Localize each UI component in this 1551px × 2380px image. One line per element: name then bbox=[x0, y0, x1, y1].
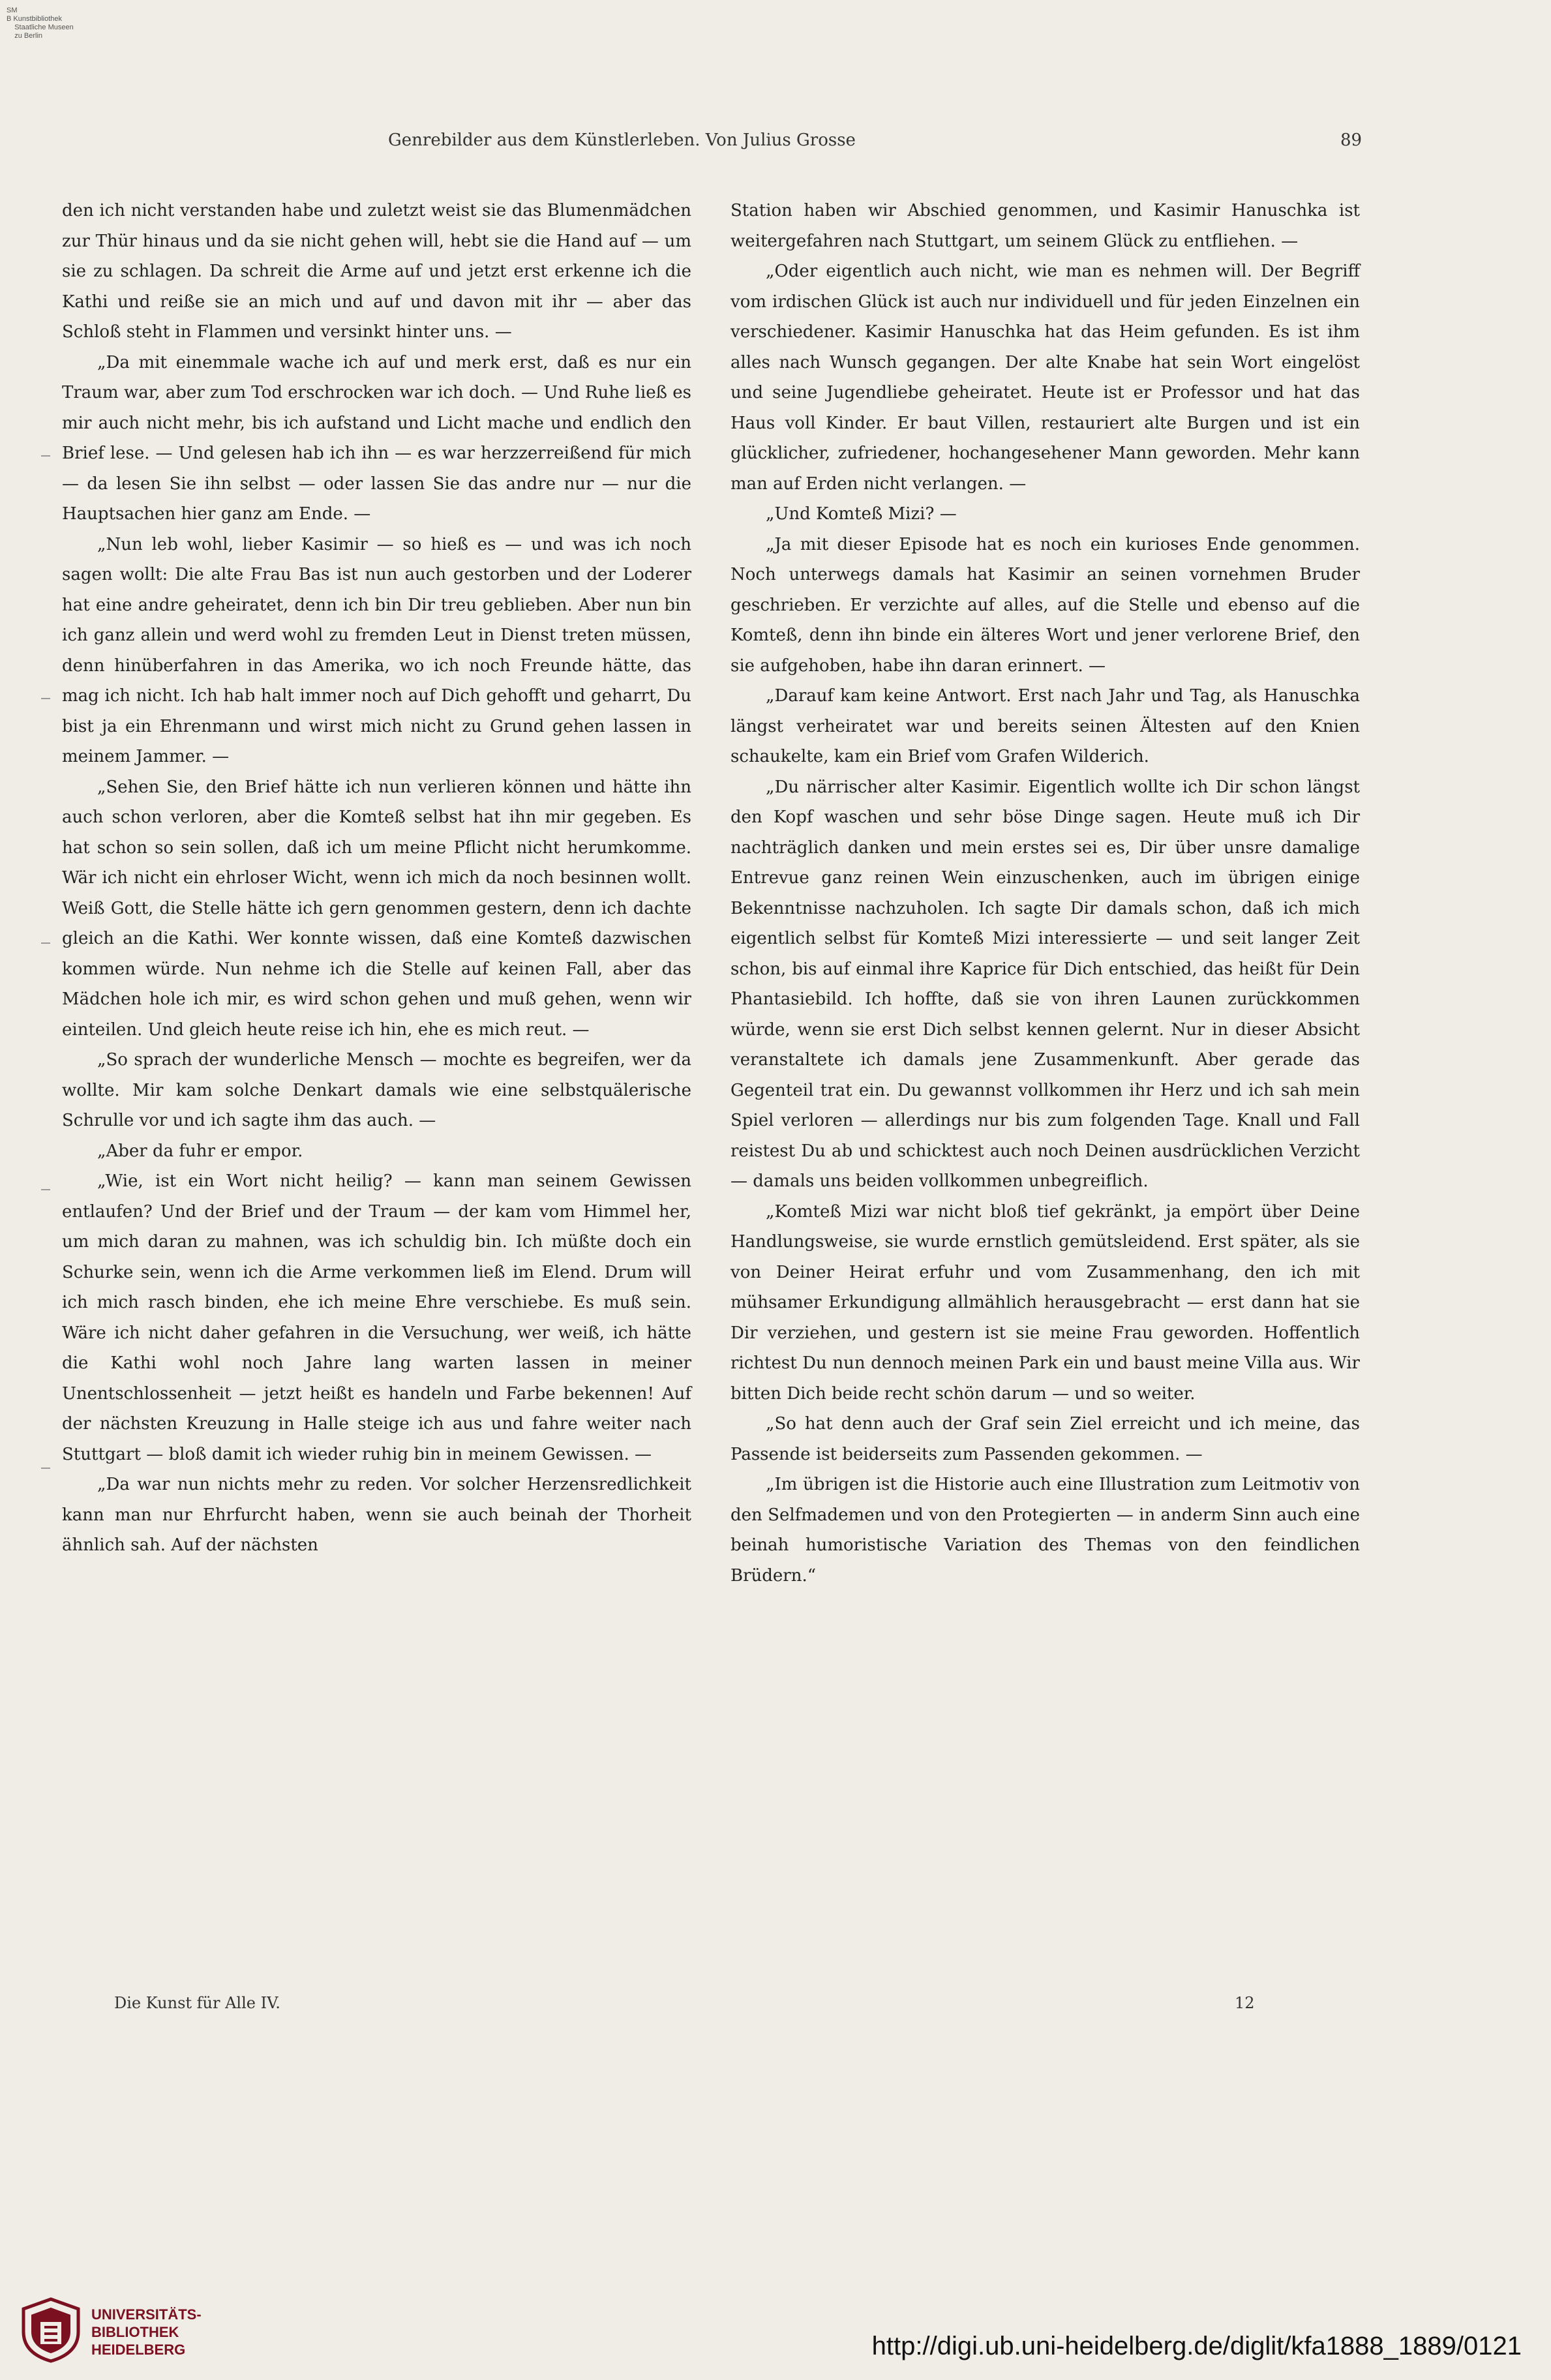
paragraph: „Im übrigen ist die Historie auch eine Illustration zum Leitmotiv von den Selfmademen und von den Protegierten — in anderm Sinn auch eine beinah humoristische Variation des Themas von den feindlichen Brüdern.“ bbox=[730, 1475, 1360, 1586]
paragraph: „Und Komteß Mizi? — bbox=[766, 504, 957, 524]
paragraph: „Komteß Mizi war nicht bloß tief gekränkt, ja empört über Deine Handlungsweise, sie wurde ernstlich gemütsleidend. Erst später, als sie von Deiner Heirat erfuhr und vom Zusammenhang, den ich mit mühsamer Erkundigung allmählich herausgebracht — erst dann hat sie Dir verziehen, und gestern ist sie meine Frau geworden. Hoffentlich richtest Du nun dennoch meinen Park ein und baust meine Villa aus. Wir bitten Dich beide recht schön darum — und so weiter. bbox=[730, 1201, 1360, 1404]
library-name: UNIVERSITÄTS- BIBLIOTHEK HEIDELBERG bbox=[91, 2306, 202, 2358]
paragraph: „Da war nun nichts mehr zu reden. Vor solcher Herzensredlichkeit kann man nur Ehrfurcht haben, wenn sie auch beinah der Thorheit ähnlich sah. Auf der nächsten bbox=[62, 1475, 691, 1555]
paragraph: Station haben wir Abschied genommen, und Kasimir Hanuschka ist weitergefahren nach Stuttgart, um seinem Glück zu entfliehen. — bbox=[730, 201, 1360, 251]
paragraph: „So sprach der wunderliche Mensch — mochte es begreifen, wer da wollte. Mir kam solche Denkart damals wie eine selbstquälerische Schrulle vor und ich sagte ihm das auch. — bbox=[62, 1050, 691, 1130]
signature-mark: Die Kunst für Alle IV. bbox=[114, 1994, 280, 2012]
article-title: Genrebilder aus dem Künstlerleben. Von Julius Grosse bbox=[388, 130, 856, 150]
margin-tick bbox=[41, 698, 50, 699]
sheet-number: 12 bbox=[1235, 1994, 1255, 2012]
left-column bbox=[62, 196, 691, 1561]
margin-tick bbox=[41, 1468, 50, 1469]
paragraph: „So hat denn auch der Graf sein Ziel erreicht und ich meine, das Passende ist beiderseits zum Passenden gekommen. — bbox=[730, 1414, 1360, 1464]
paragraph: „Oder eigentlich auch nicht, wie man es nehmen will. Der Begriff vom irdischen Glück ist auch nur individuell und für jeden Einzelnen ein verschiedener. Kasimir Hanuschka hat das Heim gefunden. Es ist ihm alles nach Wunsch gegangen. Der alte Knabe hat sein Wort eingelöst und seine Jugendliebe geheiratet. Heute ist er Professor und hat das Haus voll Kinder. Er baut Villen, restauriert alte Burgen und ist ein glücklicher, zufriedener, hochangesehener Mann geworden. Mehr kann man auf Erden nicht verlangen. — bbox=[730, 262, 1360, 494]
paragraph: „Du närrischer alter Kasimir. Eigentlich wollte ich Dir schon längst den Kopf waschen und sehr böse Dinge sagen. Heute muß ich Dir nachträglich danken und mein erstes sei es, Dir über unsre damalige Entrevue ganz reinen Wein einzuschenken, auch im übrigen einige Bekenntnisse nachzuholen. Ich sagte Dir damals schon, daß ich mich eigentlich selbst für Komteß Mizi interessierte — und seit langer Zeit schon, bis auf einmal ihre Kaprice für Dich entschied, das heißt für Dein Phantasiebild. Ich hoffte, daß sie von ihren Launen zurückkommen würde, wenn sie erst Dich selbst kennen gelernt. Nur in dieser Absicht veranstaltete ich damals jene Zusammenkunft. Aber gerade das Gegenteil trat ein. Du gewannst vollkommen ihr Herz und ich sah mein Spiel verloren — allerdings nur bis zum folgenden Tage. Knall und Fall reistest Du ab und schicktest auch noch Deinen ausdrücklichen Verzicht — damals uns beiden vollkommen unbegreiflich. bbox=[730, 777, 1360, 1191]
paragraph: „Ja mit dieser Episode hat es noch ein kurioses Ende genommen. Noch unterwegs damals hat Kasimir an seinen vornehmen Bruder geschrieben. Er verzichte auf alles, auf die Stelle und ebenso auf die Komteß, denn ihn binde ein älteres Wort und jener verlorene Brief, den sie aufgehoben, habe ihn daran erinnert. — bbox=[730, 534, 1360, 676]
university-seal-icon bbox=[18, 2296, 83, 2364]
page-number: 89 bbox=[1340, 130, 1363, 150]
paragraph: „Da mit einemmale wache ich auf und merk erst, daß es nur ein Traum war, aber zum Tod erschrocken war ich doch. — Und Ruhe ließ es mir auch nicht mehr, bis ich aufstand und Licht mache und endlich den Brief lese. — Und gelesen hab ich ihn — es war herzzerreißend für mich — da lesen Sie ihn selbst — oder lassen Sie das andre nur — nur die Hauptsachen hier ganz am Ende. — bbox=[62, 352, 691, 524]
paragraph: „Nun leb wohl, lieber Kasimir — so hieß es — und was ich noch sagen wollt: Die alte Frau Bas ist nun auch gestorben und der Loderer hat eine andre geheiratet, denn ich bin Dir treu geblieben. Aber nun bin ich ganz allein und werd wohl zu fremden Leut in Dienst treten müssen, denn hinüberfahren in das Amerika, wo ich noch Freunde hätte, das mag ich nicht. Ich hab halt immer noch auf Dich gehofft und geharrt, Du bist ja ein Ehrenmann und wirst mich nicht zu Grund gehen lassen in meinem Jammer. — bbox=[62, 534, 691, 766]
right-column bbox=[730, 196, 1360, 1591]
paragraph: „Aber da fuhr er empor. bbox=[97, 1141, 303, 1161]
margin-tick bbox=[41, 455, 50, 457]
paragraph: den ich nicht verstanden habe und zuletzt weist sie das Blumenmädchen zur Thür hinaus und da sie nicht gehen will, hebt sie die Hand auf — um sie zu schlagen. Da schreit die Arme auf und jetzt erst erkenne ich die Kathi und reiße sie an mich und auf und davon mit ihr — aber das Schloß steht in Flammen und versinkt hinter uns. — bbox=[62, 201, 691, 342]
museum-stamp: SM B Kunstbibliothek Staatliche Museen zu Berlin bbox=[7, 7, 74, 40]
margin-tick bbox=[41, 1189, 50, 1190]
source-url-link[interactable]: http://digi.ub.uni-heidelberg.de/diglit/kfa1888_1889/0121 bbox=[871, 2332, 1522, 2360]
margin-tick bbox=[41, 942, 50, 944]
paragraph: „Wie, ist ein Wort nicht heilig? — kann man seinem Gewissen entlaufen? Und der Brief und der Traum — der kam vom Himmel her, um mich daran zu mahnen, was ich schuldig bin. Ich müßte doch ein Schurke sein, wenn ich die Arme verkommen ließ im Elend. Drum will ich mich rasch binden, ehe ich meine Ehre verschiebe. Es muß sein. Wäre ich nicht daher gefahren in die Versuchung, wer weiß, ich hätte die Kathi wohl noch Jahre lang warten lassen in meiner Unentschlossenheit — jetzt heißt es handeln und Farbe bekennen! Auf der nächsten Kreuzung in Halle steige ich aus und fahre weiter nach Stuttgart — bloß damit ich wieder ruhig bin in meinem Gewissen. — bbox=[62, 1171, 691, 1464]
paragraph: „Sehen Sie, den Brief hätte ich nun verlieren können und hätte ihn auch schon verloren, aber die Komteß selbst hat ihn mir gegeben. Es hat schon so sein sollen, daß ich um meine Pflicht nicht herumkomme. Wär ich nicht ein ehrloser Wicht, wenn ich mich da noch besinnen wollt. Weiß Gott, die Stelle hätte ich gern genommen gestern, denn ich dachte gleich an die Kathi. Wer konnte wissen, daß eine Komteß dazwischen kommen würde. Nun nehme ich die Stelle auf keinen Fall, aber das Mädchen hole ich mir, es wird schon gehen und muß gehen, wenn wir einteilen. Und gleich heute reise ich hin, ehe es mich reut. — bbox=[62, 777, 691, 1040]
paragraph: „Darauf kam keine Antwort. Erst nach Jahr und Tag, als Hanuschka längst verheiratet war und bereits seinen Ältesten auf den Knien schaukelte, kam ein Brief vom Grafen Wilderich. bbox=[730, 686, 1360, 766]
